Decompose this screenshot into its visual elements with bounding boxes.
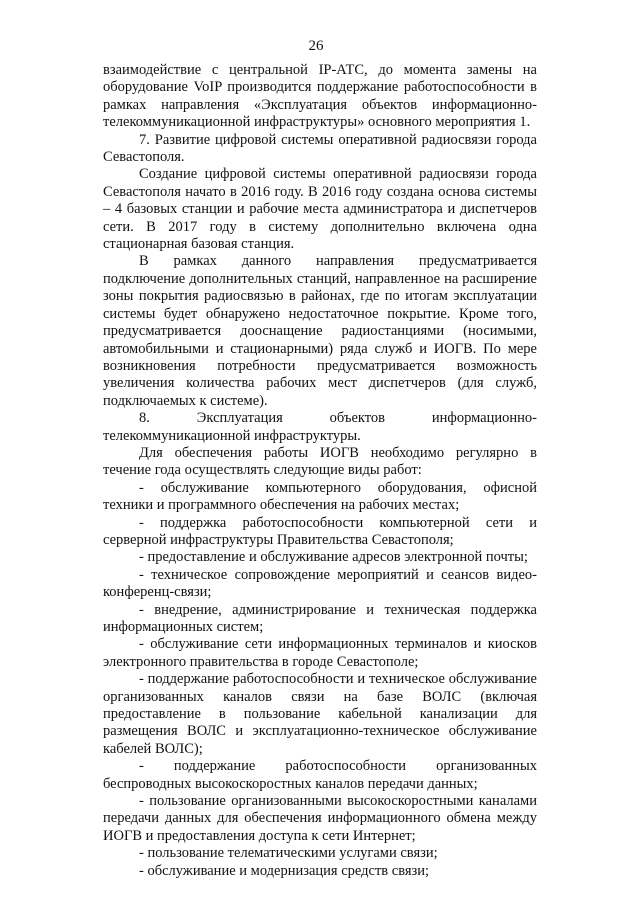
page-number: 26 xyxy=(308,38,324,54)
paragraph: Создание цифровой системы оперативной радиосвязи города Севастополя начато в 2016 году. В 2016 году создана основа системы – 4 базовых станции и рабочие места администратора и диспетчеров сети. В 2017 году в систему дополнительно включена одна стационарная базовая станция. xyxy=(103,166,537,253)
list-item: - поддержка работоспособности компьютерной сети и серверной инфраструктуры Правительства Севастополя; xyxy=(103,514,537,548)
list-item: - поддержание работоспособности организованных беспроводных высокоскоростных каналов передачи данных; xyxy=(103,758,537,792)
document-body xyxy=(103,62,537,880)
list-item: - поддержание работоспособности и техническое обслуживание организованных каналов связи на базе ВОЛС (включая предоставление в пользование кабельной канализации для размещения ВОЛС и эксплуатационно-техническое обслуживание кабелей ВОЛС); xyxy=(103,671,537,757)
list-item: - внедрение, администрирование и техническая поддержка информационных систем; xyxy=(103,601,537,635)
list-item: - обслуживание сети информационных терминалов и киосков электронного правительства в городе Севастополе; xyxy=(103,636,537,670)
list-item: - обслуживание компьютерного оборудования, офисной техники и программного обеспечения на рабочих местах; xyxy=(103,479,537,514)
list-item: - техническое сопровождение мероприятий и сеансов видео-конференц-связи; xyxy=(103,566,537,601)
list-item: - пользование организованными высокоскоростными каналами передачи данных для обеспечения информационного обмена между ИОГВ и предоставления доступа к сети Интернет; xyxy=(103,793,537,844)
list-item: - обслуживание и модернизация средств связи; xyxy=(139,862,430,879)
paragraph: В рамках данного направления предусматривается подключение дополнительных станций, направленное на расширение зоны покрытия радиосвязью в районах, где по итогам эксплуатации системы будет обнаружено недостаточное покрытие. Кроме того, предусматривается дооснащение радиостанциями (носимыми, автомобильными и стационарными) ряда служб и ИОГВ. По мере возникновения потребности предусматривается возможность увеличения количества рабочих мест диспетчеров (для служб, подключаемых к системе). xyxy=(103,253,537,409)
paragraph: Для обеспечения работы ИОГВ необходимо регулярно в течение года осуществлять следующие виды работ: xyxy=(103,444,537,479)
list-item: - предоставление и обслуживание адресов электронной почты; xyxy=(139,549,528,566)
paragraph-heading-7: 7. Развитие цифровой системы оперативной радиосвязи города Севастополя. xyxy=(103,131,537,166)
list-item: - пользование телематическими услугами связи; xyxy=(139,845,438,862)
paragraph-heading-8: 8. Эксплуатация объектов информационно-телекоммуникационной инфраструктуры. xyxy=(103,410,537,444)
paragraph: взаимодействие с центральной IP-АТС, до момента замены на оборудование VoIP производится поддержание работоспособности в рамках направления «Эксплуатация объектов информационно-телекоммуникационной инфраструктуры» основного мероприятия 1. xyxy=(103,62,537,131)
